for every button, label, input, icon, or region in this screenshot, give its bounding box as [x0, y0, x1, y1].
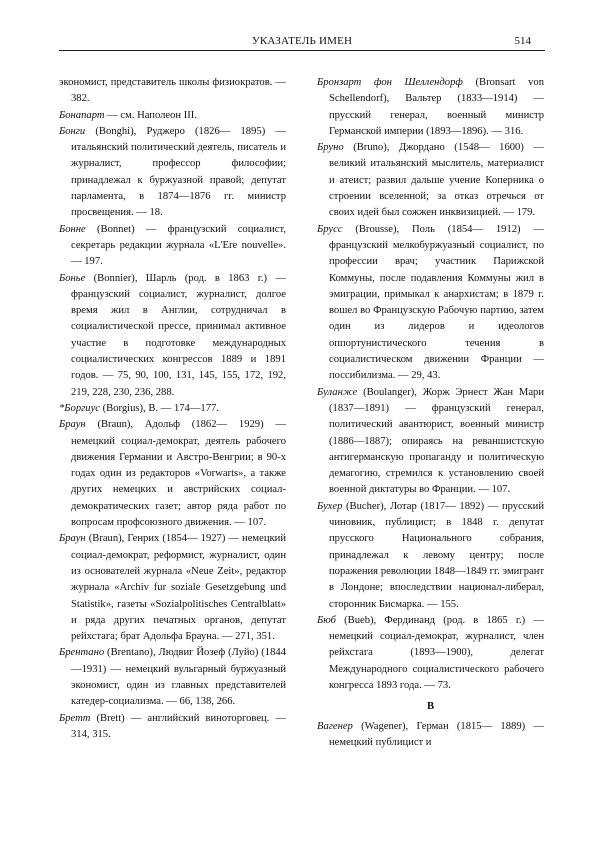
- index-entry: [59, 108, 286, 124]
- left-column: [59, 75, 286, 743]
- entry-name: Бухер: [317, 500, 343, 512]
- entry-text: (Braun), Адольф (1862— 1929) — немецкий социал-демократ, деятель рабочего движения Германии и Австро-Венгрии; в 90-х годах один из редакторов «Vorwarts», а также других немецких и австрийских социал-демократических газет; автор ряда работ по вопросам профсоюзного движения. — 107.: [71, 419, 286, 529]
- entry-name: Брусс: [317, 223, 343, 235]
- entry-text: экономист, представитель школы физиократов. — 382.: [59, 77, 286, 105]
- page-header: [59, 34, 545, 51]
- entry-name: Бонье: [59, 272, 86, 284]
- index-entry: [317, 499, 544, 613]
- entry-name: Вагенер: [317, 720, 353, 732]
- entry-text: (Bueb), Фердинанд (род. в 1865 г.) — немецкий социал-демократ, журналист, член рейхстага (1893—1900), делегат Международного социалистического рабочего конгресса 1893 года. — 73.: [329, 614, 544, 691]
- entry-text: (Bucher), Лотар (1817— 1892) — прусский чиновник, публицист; в 1848 г. депутат прусского Национального собрания, принадлежал к левому центру; после поражения революции 1848—1849 гг. эмигрант в Лондоне; впоследствии национал-либерал, сторонник Бисмарка. — 155.: [329, 500, 544, 610]
- entry-name: Браун: [59, 533, 86, 545]
- entry-text: (Bonghi), Руджеро (1826— 1895) — итальянский политический деятель, писатель и журналист, профессор философии; принадлежал к буржуазной правой; депутат парламента, в 1874—1876 гг. министр просвещения. — 18.: [71, 125, 286, 219]
- entry-name: Бонне: [59, 223, 86, 235]
- entry-text: (Boulanger), Жорж Эрнест Жан Мари (1837—1891) — французский генерал, политический авантюрист, военный министр (1886—1887); опираясь на реваншистскую антигерманскую пропаганду и политическую демагогию, стремился к установлению своей военной диктатуры во Франции. — 107.: [329, 386, 544, 496]
- section-letter: В: [426, 701, 435, 713]
- index-entry: [317, 222, 544, 385]
- entry-name: Буланже: [317, 386, 358, 398]
- index-entry: [317, 613, 544, 694]
- entry-name: Бретт: [59, 712, 91, 724]
- entry-name: Бюб: [317, 614, 336, 626]
- index-entry: [317, 140, 544, 221]
- entry-name: Бонапарт: [59, 109, 105, 121]
- index-entry: [59, 417, 286, 531]
- index-entry: [59, 271, 286, 401]
- entry-text: (Bonnier), Шарль (род. в 1863 г.) — французский социалист, журналист, долгое время жил в Англии, сотрудничал в социалистической прессе, принимал активное участие в подготовке международных социалистических конгрессов 1889 и 1891 годов. — 75, 90, 100, 131, 145, 155, 172, 192, 219, 228, 230, 236, 288.: [71, 272, 286, 398]
- entry-text: (Borgius), В. — 174—177.: [99, 402, 219, 414]
- page-number: 514: [514, 35, 531, 47]
- entry-text: (Bruno), Джордано (1548— 1600) — великий итальянский мыслитель, материалист и атеист; развил дальше учение Коперника о строении вселенной; за отказ отречься от своих идей был сожжен инквизицией. — 179.: [329, 142, 544, 219]
- entry-text: (Braun), Генрих (1854— 1927) — немецкий социал-демократ, реформист, журналист, один из основателей журнала «Neue Zeit», редактор журнала «Archiv fur soziale Gesetzgebung und Statistik», газеты «Sozialpolitisches Centralblatt» и ряда других печатных органов, депутат рейхстага; брат Адольфа Брауна. — 271, 351.: [71, 533, 286, 643]
- right-column: [317, 75, 544, 751]
- entry-text: (Wagener), Герман (1815— 1889) — немецкий публицист и: [329, 720, 544, 748]
- index-entry: [59, 222, 286, 271]
- index-entry: [59, 75, 286, 108]
- entry-name: Брентано: [59, 647, 105, 659]
- index-entry: [59, 711, 286, 744]
- entry-text: (Brentano), Людвиг Йозеф (Луйо) (1844—1931) — немецкий вульгарный буржуазный экономист, один из главных представителей катедер-социализма. — 66, 138, 266.: [71, 647, 286, 708]
- running-title: УКАЗАТЕЛЬ ИМЕН: [251, 35, 353, 47]
- entry-name: Бонги: [59, 125, 86, 137]
- index-entry: [317, 385, 544, 499]
- entry-text: (Bonnet) — французский социалист, секретарь редакции журнала «L'Ere nouvelle». — 197.: [71, 223, 286, 268]
- index-entry: [317, 75, 544, 140]
- entry-text: (Brett) — английский виноторговец. — 314, 315.: [71, 712, 286, 740]
- entry-text: (Bronsart von Schellendorf), Вальтер (1833—1914) — прусский генерал, военный министр Германской империи (1893—1896). — 316.: [329, 77, 544, 137]
- index-entry: [59, 645, 286, 710]
- index-entry: [59, 124, 286, 222]
- entry-text: — см. Наполеон III.: [104, 109, 197, 121]
- entry-name: Бруно: [317, 142, 344, 154]
- entry-name: *Боргиус: [59, 402, 100, 414]
- entry-name: Бронзарт фон Шеллендорф: [317, 77, 463, 88]
- entry-name: Браун: [59, 419, 86, 431]
- index-entry: [317, 719, 544, 752]
- index-entry: [59, 531, 286, 645]
- entry-text: (Brousse), Поль (1854— 1912) — французский мелкобуржуазный социалист, по профессии врач; участник Парижской Коммуны, после подавления Коммуны жил в эмиграции, примыкал к анархистам; в 1879 г. вошел во Французскую Рабочую партию, затем один из лидеров и идеологов оппортунистического течения в социалистическом движении Франции — поссибилизма. — 29, 43.: [329, 223, 544, 382]
- index-entry: [59, 401, 286, 417]
